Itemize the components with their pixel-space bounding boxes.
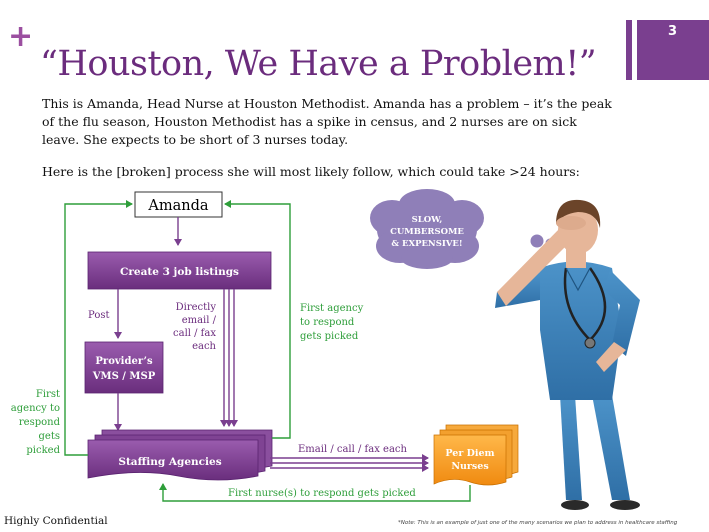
svg-text:respond: respond	[18, 417, 60, 428]
intro-paragraph: This is Amanda, Head Nurse at Houston Methodist. Amanda has a problem – it’s the peak of the flu season, Houston Methodist has a spike in census, and 2 nurses are on sick leave. She expects to be short of 3 nurses today.	[42, 96, 612, 147]
svg-text:CUMBERSOME: CUMBERSOME	[390, 227, 464, 237]
svg-text:gets: gets	[38, 431, 60, 442]
amanda-label: Amanda	[148, 198, 209, 214]
email-call-fax-label: Email / call / fax each	[298, 444, 407, 455]
first-agency-left-label	[11, 389, 61, 456]
plus-icon: +	[8, 19, 34, 54]
svg-text:First: First	[35, 389, 60, 400]
svg-text:Provider’s: Provider’s	[95, 356, 153, 367]
svg-text:picked: picked	[26, 445, 60, 456]
svg-text:call / fax: call / fax	[173, 328, 216, 339]
process-intro: Here is the [broken] process she will most likely follow, which could take >24 hours:	[42, 164, 580, 179]
svg-text:agency to: agency to	[10, 403, 60, 414]
svg-text:Nurses: Nurses	[451, 461, 489, 472]
svg-text:First agency: First agency	[300, 303, 364, 314]
vms-node	[85, 342, 163, 393]
svg-text:to respond: to respond	[300, 317, 355, 328]
agencies-label: Staffing Agencies	[118, 456, 222, 468]
svg-text:each: each	[192, 341, 216, 352]
direct-label	[173, 302, 217, 352]
first-agency-right-label	[300, 303, 364, 342]
job-listings-node	[88, 252, 271, 289]
footer-confidential: Highly Confidential	[4, 515, 108, 527]
amanda-node	[135, 192, 222, 217]
arrow-agency-left-loop	[65, 204, 132, 455]
per-diem-nurses-node	[434, 425, 518, 485]
svg-text:SLOW,: SLOW,	[411, 215, 443, 225]
svg-text:gets picked: gets picked	[300, 331, 359, 342]
arrow-agency-right-loop	[225, 204, 290, 438]
slide-number: 3	[668, 24, 678, 39]
post-label: Post	[88, 310, 110, 321]
job-listings-label: Create 3 job listings	[120, 266, 239, 278]
svg-text:Directly: Directly	[175, 302, 216, 313]
first-nurse-label: First nurse(s) to respond gets picked	[228, 488, 416, 499]
svg-text:Per Diem: Per Diem	[445, 448, 495, 459]
svg-text:& EXPENSIVE!: & EXPENSIVE!	[391, 239, 463, 249]
footer-note: *Note: This is an example of just one of the many scenarios we plan to address in healthcare staffing	[398, 520, 678, 526]
slide-title: “Houston, We Have a Problem!”	[40, 44, 597, 84]
staffing-agencies-node	[88, 430, 272, 480]
svg-text:VMS / MSP: VMS / MSP	[92, 371, 156, 382]
svg-text:email /: email /	[181, 315, 216, 326]
arrows-email-call-fax	[270, 458, 428, 468]
arrows-direct	[224, 289, 234, 426]
